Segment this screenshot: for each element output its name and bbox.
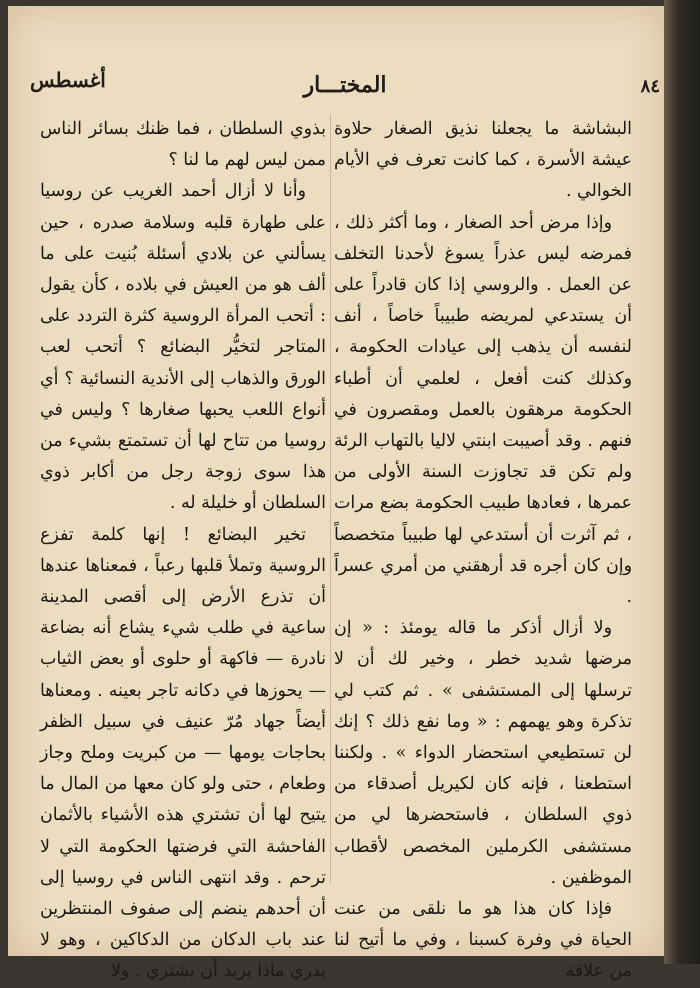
column-divider — [330, 114, 331, 884]
text-paragraph: ولا أزال أذكر ما قاله يومئذ : « إن مرضها شديد خطر ، وخير لك أن لا ترسلها إلى المستشفى » . ثم كتب لي تذكرة وهو يهمهم : « وما نفع ذلك ؟ إنك لن تستطيعي استحضار الدواء » . ولكننا استطعنا ، فإنه كان لكيريل أصدقاء من ذوي السلطان ، فاستحضرها لي من مستشفى الكرملين المخصص لأقطاب الموظفين . — [334, 618, 632, 888]
right-text-column — [334, 114, 632, 988]
left-text-column — [40, 114, 326, 988]
text-paragraph: وأنا لا أزال أحمد الغريب عن روسيا على طهارة قلبه وسلامة صدره ، حين يسألني عن بلادي أسئلة بُنيت على ما ألف هو من العيش في بلاده ، كأن يقول : أتحب المرأة الروسية كثرة التردد على المتاجر لتخيُّر البضائع ؟ أتحب لعب الورق والذهاب إلى الأندية النسائية ؟ أي أنواع اللعب يحبها صغارها ؟ وليس في روسيا من تتاح لها أن تستمتع بشيء من هذا سوى زوجة رجل من أكابر ذوي السلطان أو خليلة له . — [40, 181, 326, 514]
text-paragraph: فإذا كان هذا هو ما نلقى من عنت الحياة في وفرة كسبنا ، وفي ما أتيح لنا من علاقة — [334, 899, 632, 982]
text-paragraph: البشاشة ما يجعلنا نذيق الصغار حلاوة عيشة الأسرة ، كما كانت تعرف في الأيام الخوالي . — [334, 119, 632, 202]
text-paragraph: وإذا مرض أحد الصغار ، وما أكثر ذلك ، فمرضه ليس عذراً يسوغ لأحدنا التخلف عن العمل . والروسي إذا كان قادراً على أن يستدعي لمريضه طبيباً خاصاً ، أنف لنفسه أن يذهب إلى عيادات الحكومة ، وكذلك كنت أفعل ، لعلمي أن أطباء الحكومة مرهقون بالعمل ومقصرون في فنهم . وقد أصيبت ابنتي لاليا بالتهاب الرئة ولم تكن قد تجاوزت السنة الأولى من عمرها ، فعادها طبيب الحكومة بضع مرات ، ثم آثرت أن أستدعي لها طبيباً متخصصاً وإن كان أجره قد أرهقني من أمري عسراً . — [334, 212, 632, 608]
page-number: ٨٤ — [640, 76, 660, 97]
magazine-title: المختـــار — [303, 72, 387, 98]
page-header — [30, 68, 660, 98]
page-edge-shadow — [664, 0, 700, 964]
text-paragraph: تخير البضائع ! إنها كلمة تفزع الروسية وتملأ قلبها رعباً ، فمعناها عندها أن تذرع الأرض إلى أقصى المدينة ساعية في طلب شيء يشاع أنه بضاعة نادرة — فاكهة أو حلوى أو بعض الثياب — يحوزها في دكانه تاجر بعينه . ومعناها أيضاً جهاد مُرّ عنيف في سبيل الظفر بحاجات يومها — من كبريت وملح وجاز وطعام ، حتى ولو كان معها من المال ما يتيح لها أن تشتري هذه الأشياء بالأثمان الفاحشة التي فرضتها الحكومة التي لا ترحم . وقد انتهى الناس في روسيا إلى أن أحدهم ينضم إلى صفوف المنتظرين عند باب الدكان من الدكاكين ، وهو لا يدري ماذا يريد أن يشتري . ولا — [40, 524, 326, 982]
text-paragraph: بذوي السلطان ، فما ظنك بسائر الناس ممن ليس لهم ما لنا ؟ — [40, 119, 326, 171]
month-label: أغسطس — [30, 68, 106, 92]
